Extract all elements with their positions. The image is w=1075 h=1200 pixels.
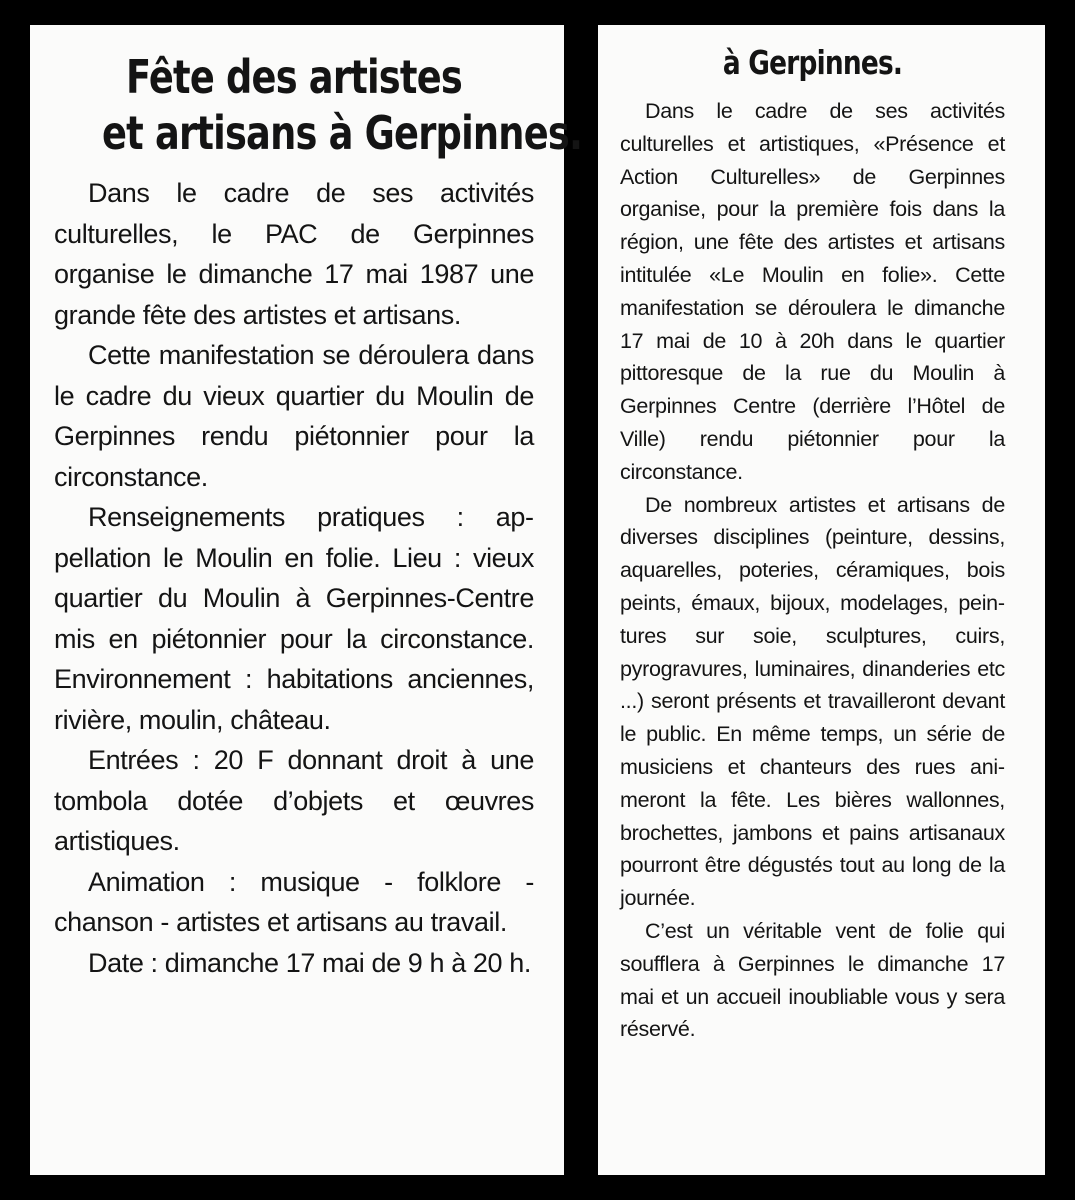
right-paragraph-intro: Dans le cadre de ses activités culturelles et artistiques, «Présence et Action Culturelles» de Gerpinnes organise, pour la première fois dans la région, une fête des artistes et artisans intitulée «Le Moulin en folie». Cette manifestation se déroulera le dimanche 17 mai de 10 à 20h dans le quartier pittoresque de la rue du Moulin à Gerpinnes Centre (derrière l’Hôtel de Ville) rendu piétonnier pour la circonstance. xyxy=(620,99,1005,484)
right-newspaper-clipping xyxy=(598,25,1045,1175)
left-paragraph-intro: Dans le cadre de ses activités culturelles, le PAC de Gerpinnes organise le dimanche 17 mai 1987 une grande fête des artistes et artisans. xyxy=(54,178,534,330)
right-paragraph-artisans: De nombreux artistes et artisans de diverses disciplines (peinture, dessins, aquarelles, poteries, céramiques, bois peints, émaux, bijoux, modelages, peintures sur soie, sculptures, cuirs, pyrogravures, luminaires, dinanderies etc ...) seront présents et travailleront devant le public. En même temps, un série de musiciens et chanteurs des rues animeront la fête. Les bières wallonnes, brochettes, jambons et pains artisanaux pourront être dégustés tout au long de la journée. xyxy=(620,492,1005,911)
left-article-headline xyxy=(102,49,583,161)
left-paragraph-date: Date : dimanche 17 mai de 9 h à 20 h. xyxy=(88,947,531,978)
left-paragraph-location: Cette manifestation se déroulera dans le cadre du vieux quartier du Moulin de Gerpinnes rendu piétonnier pour la circonstance. xyxy=(54,340,534,492)
left-headline-line-1: Fête des artistes xyxy=(126,50,462,104)
left-article-body xyxy=(54,173,534,983)
left-paragraph-animation: Animation : musique - folklore - chanson - artistes et artisans au travail. xyxy=(54,866,534,937)
right-article-headline: à Gerpinnes. xyxy=(722,43,903,82)
left-paragraph-practical-info: Renseignements pratiques : appellation le Moulin en folie. Lieu : vieux quartier du Moulin à Gerpinnes-Centre mis en piétonnier pour la circonstance. Environnement : habitations anciennes, rivière, moulin, château. xyxy=(54,502,534,735)
right-paragraph-closing: C’est un véritable vent de folie qui soufflera à Gerpinnes le dimanche 17 mai et un accueil inoubliable vous y sera réservé. xyxy=(620,918,1005,1042)
right-article-body xyxy=(620,95,1005,1046)
left-headline-line-2: et artisans à Gerpinnes. xyxy=(102,106,583,160)
left-newspaper-clipping xyxy=(30,25,583,1175)
left-paragraph-entry: Entrées : 20 F donnant droit à une tombola dotée d’objets et œuvres artistiques. xyxy=(54,745,534,856)
